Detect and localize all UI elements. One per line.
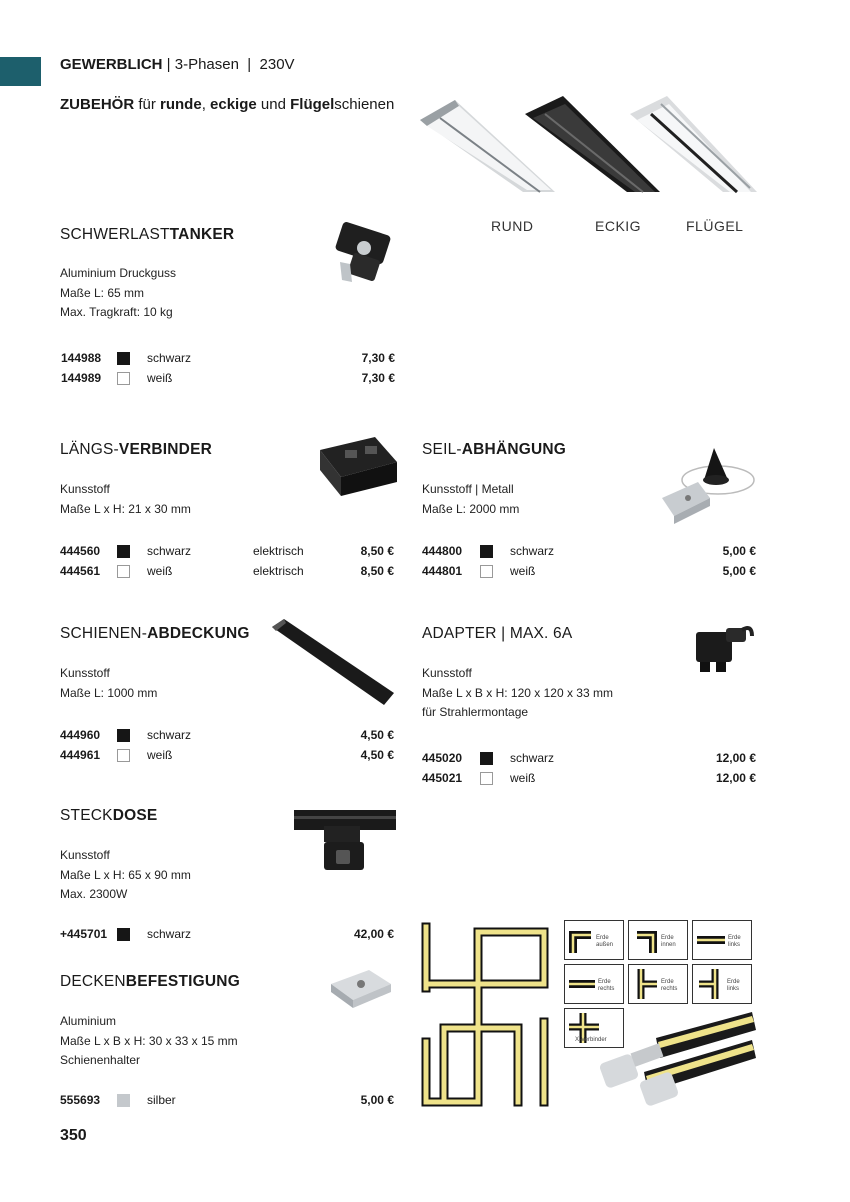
color-name: schwarz bbox=[510, 751, 555, 765]
article-number: 444561 bbox=[60, 564, 101, 578]
article-number: 444960 bbox=[60, 728, 101, 742]
connector-l-outer-icon bbox=[564, 920, 624, 960]
title-bold-part: BEFESTIGUNG bbox=[125, 973, 240, 990]
title-bold-part: TANKER bbox=[169, 226, 235, 243]
desc-line: Maße L: 65 mm bbox=[60, 285, 145, 300]
table-row bbox=[60, 1090, 394, 1110]
color-name: weiß bbox=[147, 564, 173, 578]
article-number: 445021 bbox=[422, 771, 463, 785]
table-row bbox=[60, 541, 394, 561]
color-name: weiß bbox=[147, 371, 173, 385]
tanker-description bbox=[60, 264, 176, 323]
title-bold-part: ABHÄNGUNG bbox=[461, 441, 567, 458]
steckdose-product-image bbox=[292, 808, 398, 874]
color-name: weiß bbox=[147, 748, 173, 762]
connector-straight-icon bbox=[692, 920, 752, 960]
connector-caption: Erde links bbox=[727, 979, 740, 992]
rail-layout-diagram bbox=[418, 922, 554, 1108]
desc-line: Maße L x H: 21 x 30 mm bbox=[60, 501, 191, 516]
subhead-text: und bbox=[256, 96, 291, 113]
connector-caption: Erde rechts bbox=[598, 979, 615, 992]
connector-caption: Erde innen bbox=[661, 935, 676, 948]
rail-label-fluegel: FLÜGEL bbox=[686, 218, 744, 234]
connector-caption: Erde rechts bbox=[661, 979, 678, 992]
color-name: weiß bbox=[510, 564, 536, 578]
price: 7,30 € bbox=[361, 371, 395, 385]
page-subheading bbox=[60, 96, 394, 113]
color-swatch-black bbox=[480, 752, 493, 765]
title-part: LÄNGS- bbox=[60, 441, 119, 458]
color-swatch-black bbox=[117, 352, 130, 365]
rails-illustration bbox=[415, 92, 760, 200]
price: 5,00 € bbox=[360, 1093, 394, 1107]
steckdose-description bbox=[60, 846, 191, 905]
section-title-adapter bbox=[422, 625, 572, 643]
price: 5,00 € bbox=[722, 564, 756, 578]
color-swatch-white bbox=[117, 565, 130, 578]
section-tab-marker bbox=[0, 57, 41, 86]
connector-caption: Erde links bbox=[728, 935, 741, 948]
desc-line: Aluminium bbox=[60, 1014, 117, 1028]
decken-description bbox=[60, 1012, 238, 1071]
rail-label-rund: RUND bbox=[491, 218, 534, 234]
table-row bbox=[422, 748, 756, 768]
desc-line: Kunsstoff bbox=[60, 848, 110, 862]
desc-line: Maße L: 1000 mm bbox=[60, 685, 158, 700]
desc-line: Max. 2300W bbox=[60, 887, 128, 901]
desc-line: Maße L: 2000 mm bbox=[422, 501, 520, 516]
table-row bbox=[61, 348, 395, 368]
color-swatch-black bbox=[480, 545, 493, 558]
page-number: 350 bbox=[60, 1127, 87, 1144]
color-swatch-white bbox=[117, 372, 130, 385]
header-category: GEWERBLICH bbox=[60, 56, 163, 73]
price: 8,50 € bbox=[360, 544, 394, 558]
page-header bbox=[60, 56, 295, 73]
connector-caption: Erde außen bbox=[596, 935, 614, 948]
section-title-abdeckung bbox=[60, 625, 250, 643]
price: 7,30 € bbox=[361, 351, 395, 365]
section-title-decken bbox=[60, 973, 240, 991]
article-number: 144989 bbox=[61, 371, 102, 385]
article-number: 445020 bbox=[422, 751, 463, 765]
title-part: DECKEN bbox=[60, 973, 126, 990]
seil-description bbox=[422, 480, 519, 519]
connector-straight-right-icon bbox=[564, 964, 624, 1004]
color-name: schwarz bbox=[147, 544, 192, 558]
color-swatch-white bbox=[480, 565, 493, 578]
price: 12,00 € bbox=[715, 771, 756, 785]
desc-line: Maße L x B x H: 30 x 33 x 15 mm bbox=[60, 1033, 238, 1048]
price: 8,50 € bbox=[360, 564, 394, 578]
decken-product-image bbox=[325, 964, 397, 1010]
color-swatch-white bbox=[480, 772, 493, 785]
verbinder-product-image bbox=[315, 432, 400, 500]
color-swatch-silver bbox=[117, 1094, 130, 1107]
connector-caption: X-Verbinder bbox=[575, 1037, 607, 1043]
title-part: SEIL- bbox=[422, 441, 462, 458]
tanker-product-image bbox=[330, 220, 400, 295]
connector-l-inner-icon bbox=[628, 920, 688, 960]
color-swatch-white bbox=[117, 749, 130, 762]
color-name: schwarz bbox=[147, 927, 192, 941]
table-row bbox=[422, 541, 756, 561]
color-name: schwarz bbox=[510, 544, 555, 558]
subhead-fluegel: Flügel bbox=[290, 96, 335, 113]
price: 42,00 € bbox=[353, 927, 394, 941]
article-number: 144988 bbox=[61, 351, 102, 365]
desc-line: für Strahlermontage bbox=[422, 705, 529, 719]
adapter-product-image bbox=[690, 618, 758, 676]
subhead-text: schienen bbox=[334, 96, 395, 113]
title-bold-part: ABDECKUNG bbox=[147, 625, 250, 642]
price: 5,00 € bbox=[722, 544, 756, 558]
price: 12,00 € bbox=[715, 751, 756, 765]
price: 4,50 € bbox=[360, 748, 394, 762]
subhead-zubehoer: ZUBEHÖR bbox=[60, 96, 135, 113]
title-part: STECK bbox=[60, 807, 113, 824]
color-swatch-black bbox=[117, 928, 130, 941]
subhead-runde: runde bbox=[160, 96, 202, 113]
desc-line: Maße L x H: 65 x 90 mm bbox=[60, 867, 191, 882]
table-row bbox=[60, 745, 394, 765]
article-number: 555693 bbox=[60, 1093, 101, 1107]
connector-product-photo bbox=[596, 1008, 756, 1108]
desc-line: Aluminium Druckguss bbox=[60, 266, 177, 280]
section-title-verbinder bbox=[60, 441, 212, 459]
section-title-steckdose bbox=[60, 807, 157, 825]
table-row bbox=[422, 561, 756, 581]
connector-type: elektrisch bbox=[253, 564, 304, 578]
article-number: 444560 bbox=[60, 544, 101, 558]
section-title-tanker bbox=[60, 226, 234, 244]
connector-t-left-icon bbox=[692, 964, 752, 1004]
desc-line: Max. Tragkraft: 10 kg bbox=[60, 305, 173, 319]
desc-line: Kunsstoff | Metall bbox=[422, 482, 514, 496]
title-part: ADAPTER | MAX. 6A bbox=[422, 625, 573, 642]
price: 4,50 € bbox=[360, 728, 394, 742]
desc-line: Kunsstoff bbox=[422, 666, 472, 680]
color-name: silber bbox=[147, 1093, 176, 1107]
section-title-seil bbox=[422, 441, 566, 459]
abdeckung-description bbox=[60, 664, 157, 703]
desc-line: Kunsstoff bbox=[60, 666, 110, 680]
desc-line: Schienenhalter bbox=[60, 1053, 141, 1067]
connector-type: elektrisch bbox=[253, 544, 304, 558]
verbinder-description bbox=[60, 480, 191, 519]
color-name: weiß bbox=[510, 771, 536, 785]
header-specs: | 3-Phasen | 230V bbox=[162, 56, 295, 73]
table-row bbox=[422, 768, 756, 788]
rail-wing-image bbox=[630, 96, 757, 192]
color-swatch-black bbox=[117, 729, 130, 742]
adapter-description bbox=[422, 664, 613, 723]
title-bold-part: VERBINDER bbox=[118, 441, 213, 458]
article-number: 444801 bbox=[422, 564, 463, 578]
subhead-text: für bbox=[134, 96, 161, 113]
desc-line: Kunsstoff bbox=[60, 482, 110, 496]
table-row bbox=[60, 725, 394, 745]
subhead-text: , bbox=[201, 96, 211, 113]
subhead-eckige: eckige bbox=[210, 96, 257, 113]
color-name: schwarz bbox=[147, 728, 192, 742]
seil-product-image bbox=[658, 440, 758, 530]
rail-label-eckig: ECKIG bbox=[595, 218, 642, 234]
title-bold-part: DOSE bbox=[112, 807, 158, 824]
title-part: SCHIENEN- bbox=[60, 625, 148, 642]
color-swatch-black bbox=[117, 545, 130, 558]
article-number: 444800 bbox=[422, 544, 463, 558]
table-row bbox=[61, 368, 395, 388]
article-number: +445701 bbox=[60, 927, 108, 941]
abdeckung-product-image bbox=[268, 615, 398, 710]
desc-line: Maße L x B x H: 120 x 120 x 33 mm bbox=[422, 685, 613, 700]
table-row bbox=[60, 561, 394, 581]
table-row bbox=[60, 924, 394, 944]
title-part: SCHWERLAST bbox=[60, 226, 170, 243]
connector-t-right-icon bbox=[628, 964, 688, 1004]
article-number: 444961 bbox=[60, 748, 101, 762]
color-name: schwarz bbox=[147, 351, 192, 365]
